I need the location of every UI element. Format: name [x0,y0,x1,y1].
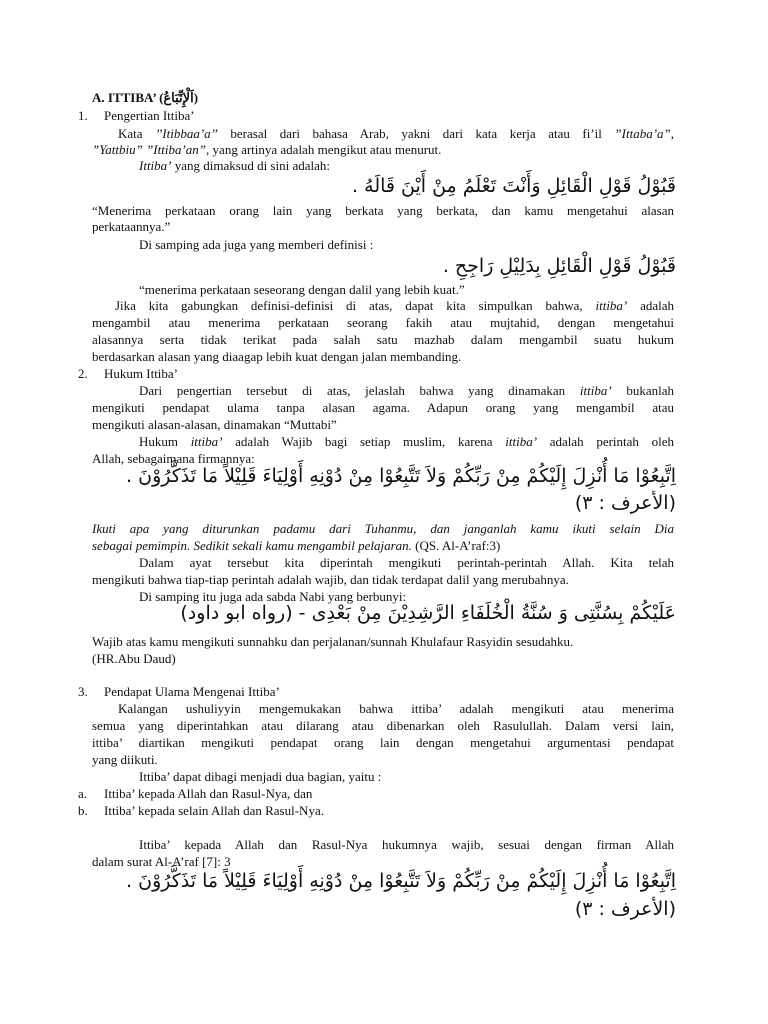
hadith-translation-1: Wajib atas kamu mengikuti sunnahku dan perjalanan/sunnah Khulafaur Rasyidin sesudahku. [92,634,574,649]
s2-line-4 [139,434,674,451]
heading-text: A. ITTIBA’ [92,90,160,105]
list-marker-a: a. [78,786,88,801]
text: Jika kita gabungkan definisi-definisi di atas, dapat kita simpulkan bahwa, [115,298,596,313]
section-2-title: Hukum Ittiba’ [104,366,179,381]
term: ittiba’ [595,298,628,313]
s2-line-7: mengikuti bahwa tiap-tiap perintah adalah wajib, dan tidak terdapat dalil yang merubahnya. [92,572,569,587]
translation: sebagai pemimpin. Sedikit sekali kamu mengambil pelajaran. [92,538,412,553]
translation-1a: “Menerima perkataan orang lain yang berkata yang berkata, dan kamu mengetahui alasan [92,203,674,218]
term: ittiba’ [579,383,612,398]
section-3-title: Pendapat Ulama Mengenai Ittiba’ [104,684,280,699]
term: ”Ittaba’a”, [614,126,674,141]
text: Dari pengertian tersebut di atas, jelaslah bahwa yang dinamakan [139,383,580,398]
translation-1b: perkataannya.” [92,219,171,234]
text: adalah [627,298,674,313]
s2-line-1 [139,383,674,400]
section-3-number: 3. [78,684,88,699]
arabic-verse-1: اِتَّبِعُوْا مَا أُنْزِلَ إِلَيْكُمْ مِنْ رَبِّكُمْ وَلاَ تَتَّبِعُوْا مِنْ دُوْنِهِ أَوْلِيَاءَ قَلِيْلاً مَا تَذَكَّرُوْنَ . [126,465,676,487]
s3-line-2: semua yang diperintahkan atau dilarang atau dibenarkan oleh Rasulullah. Dalam versi lain, [92,718,674,733]
text: berasal dari bahasa Arab, yakni dari kata kerja atau fi’il [217,126,615,141]
s2-translation-line-1: Ikuti apa yang diturunkan padamu dari Tuhanmu, dan janganlah kamu ikuti selain Dia [92,521,674,536]
arabic-definition-2: قَبُوْلُ قَوْلِ الْقَائِلِ بِدَلِيْلِ رَاجِحِ . [442,255,676,277]
s2-line-5: Allah, sebagaimana firmannya: [92,451,255,466]
text: Hukum [139,434,191,449]
hadith-translation-2: (HR.Abu Daud) [92,651,176,666]
text: , yang artinya adalah mengikut atau menurut. [206,142,442,157]
text: adalah Wajib bagi setiap muslim, karena [222,434,506,449]
text: Kata [118,126,156,141]
s1-para-line-2: mengambil atau menerima perkataan seorang fakih atau mujtahid, dengan mengetahui [92,315,674,330]
list-item-a: Ittiba’ kepada Allah dan Rasul-Nya, dan [104,786,313,801]
s1-para-line-3: alasannya serta tidak terikat pada salah satu mazhab dalam mengambil suatu hukum [92,332,674,347]
s2-line-6: Dalam ayat tersebut kita diperintah mengikuti perintah-perintah Allah. Kita telah [139,555,674,570]
s2-line-2: mengikuti pendapat ulama tanpa alasan agama. Adapun orang yang mengambil atau [92,400,674,415]
translation-2: “menerima perkataan seseorang dengan dalil yang lebih kuat.” [139,282,465,297]
s2-translation-line-2 [92,538,500,555]
section-1-number: 1. [78,108,88,123]
s1-line-1 [118,126,674,143]
section-1-title: Pengertian Ittiba’ [104,108,195,123]
s3-line-6: Ittiba’ kepada Allah dan Rasul-Nya hukumnya wajib, sesuai dengan firman Allah [139,837,674,852]
section-2-number: 2. [78,366,88,381]
s2-line-8: Di samping itu juga ada sabda Nabi yang berbunyi: [139,589,407,604]
s1-line-4: Di samping ada juga yang memberi definisi : [139,237,374,252]
s3-line-3: ittiba’ diartikan mengikuti pendapat orang lain dengan mengetahui argumentasi pendapat [92,735,674,750]
text: bukanlah [611,383,675,398]
term: Ittiba’ [139,158,172,173]
arabic-hadith: عَلَيْكُمْ بِسُنَّتِى وَ سُنَّةُ الْخُلَفَاءِ الرَّشِدِيْنَ مِنْ بَعْدِى - (رواه ابو داود) [180,602,676,624]
list-marker-b: b. [78,803,88,818]
quran-reference: (QS. Al-A’raf:3) [411,538,501,553]
arabic-verse-2: اِتَّبِعُوْا مَا أُنْزِلَ إِلَيْكُمْ مِنْ رَبِّكُمْ وَلاَ تَتَّبِعُوْا مِنْ دُوْنِهِ أَوْلِيَاءَ قَلِيْلاً مَا تَذَكَّرُوْنَ . [126,870,676,892]
s3-line-1: Kalangan ushuliyyin mengemukakan bahwa ittiba’ adalah mengikuti atau menerima [118,701,674,716]
s3-line-5: Ittiba’ dapat dibagi menjadi dua bagian, yaitu : [139,769,382,784]
text: yang dimaksud di sini adalah: [171,158,331,173]
arabic-verse-2-ref: (الأعرف : ٣) [574,898,676,920]
page-heading [92,90,198,107]
term: ittiba’ [190,434,223,449]
text: adalah perintah oleh [537,434,674,449]
s3-line-7: dalam surat Al-A’raf [7]: 3 [92,854,231,869]
list-item-b: Ittiba’ kepada selain Allah dan Rasul-Nya. [104,803,324,818]
term: ’’Itibbaa’a’’ [155,126,218,141]
s2-line-3: mengikuti alasan-alasan, dinamakan “Muttabi” [92,417,337,432]
term: ittiba’ [505,434,538,449]
s1-line-2 [92,142,441,159]
s1-para-line-4: berdasarkan alasan yang diaagap lebih kuat dengan jalan membanding. [92,349,462,364]
heading-arabic: (اَلْإِتِّبَاعُ) [159,90,199,105]
term: ”Yattbiu” ”Ittiba’an” [92,142,207,157]
arabic-definition-1: قَبُوْلُ قَوْلِ الْقَائِلِ وَأَنْتَ تَعْلَمُ مِنْ أَيْنَ قَالَهُ . [352,175,676,197]
s1-para-line-1 [115,298,674,315]
s3-line-4: yang diikuti. [92,752,158,767]
arabic-verse-1-ref: (الأعرف : ٣) [574,492,676,514]
